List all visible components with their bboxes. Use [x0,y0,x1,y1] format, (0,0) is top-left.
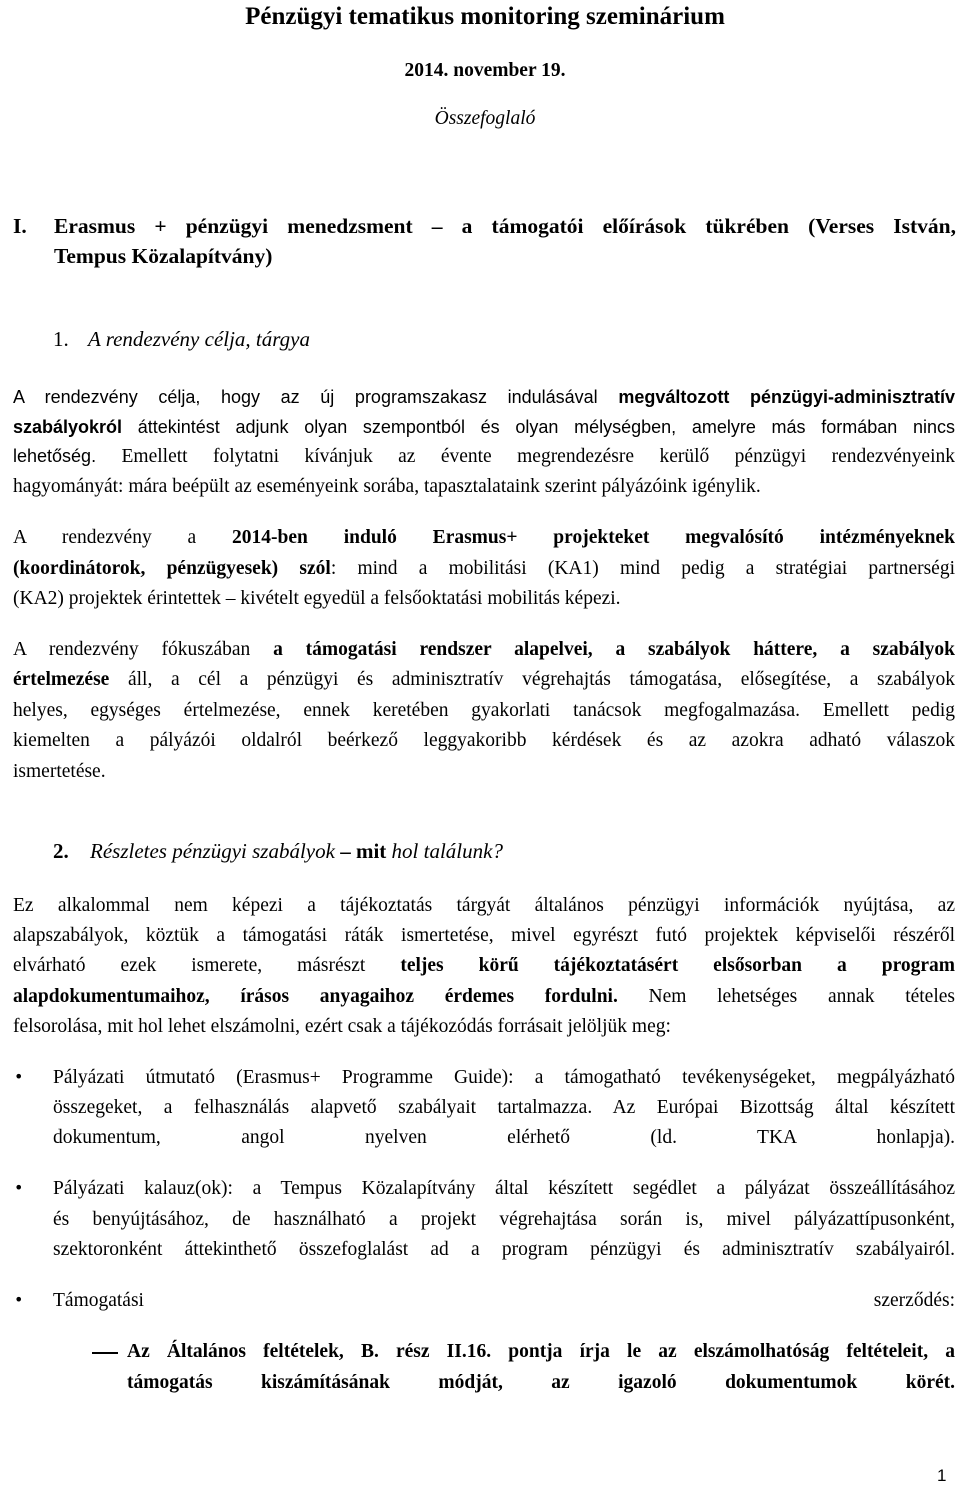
page-number: 1 [937,1466,947,1485]
bullet-2-line-2: és benyújtásához, de használható a projekt végrehajtása során is, mivel pályázattípusonként, [53,1209,955,1230]
bullet-3-line-1: Támogatási szerződés: [53,1290,955,1311]
section-1-heading-line-1: Erasmus + pénzügyi menedzsment – a támogatói előírások tükrében (Verses István, [54,214,956,238]
paragraph-4-line-5: felsorolása, mit hol lehet elszámolni, ezért csak a tájékozódás forrásait jelöljük meg: [13,1016,671,1037]
paragraph-2-line-3: (KA2) projektek érintettek – kivételt egyedül a felsőoktatási mobilitás képezi. [13,588,621,609]
dash-marker [92,1352,118,1354]
document-title: Pénzügyi tematikus monitoring szeminárium [245,3,725,30]
bullet-marker: • [14,1178,24,1197]
section-1-number: I. [13,214,27,238]
bullet-1-line-2: összegeket, a felhasználás alapvető szabályait tartalmazza. Az Európai Bizottság által készített [53,1097,955,1118]
paragraph-1-line-2: szabályokról áttekintést adjunk olyan szempontból és olyan mélységben, amelyre más formában nincs [13,417,955,437]
paragraph-3-line-3: helyes, egységes értelmezése, ennek keretében gyakorlati tanácsok megfogalmazása. Emellett pedig [13,700,955,721]
paragraph-4-line-1: Ez alkalommal nem képezi a tájékoztatás tárgyát általános pénzügyi információk nyújtása, az [13,895,955,916]
subsection-1-number: 1. [53,327,69,351]
subsection-2-heading: Részletes pénzügyi szabályok – mit hol találunk? [90,839,503,863]
paragraph-4-line-4: alapdokumentumaihoz, írásos anyagaihoz érdemes fordulni. Nem lehetséges annak tételes [13,986,956,1007]
paragraph-3-line-2: értelmezése áll, a cél a pénzügyi és adminisztratív végrehajtás támogatása, elősegítése, a szabályok [13,669,956,690]
paragraph-2-line-1: A rendezvény a 2014-ben induló Erasmus+ projekteket megvalósító intézményeknek [13,527,955,548]
section-1-heading-line-2: Tempus Közalapítvány) [54,244,273,268]
dash-item-line-2: támogatás kiszámításának módját, az igazoló dokumentumok körét. [127,1372,955,1393]
paragraph-3-line-5: ismertetése. [13,761,106,782]
paragraph-4-line-3: elvárható ezek ismerete, másrészt teljes körű tájékoztatásért elsősorban a program [13,955,956,976]
bullet-marker: • [14,1067,24,1086]
paragraph-1-line-1: A rendezvény célja, hogy az új programszakasz indulásával megváltozott pénzügyi-adminisztratív [13,387,955,407]
paragraph-4-line-2: alapszabályok, köztük a támogatási ráták ismertetése, mivel egyrészt futó projektek képviselői részéről [13,925,955,946]
subsection-2-number: 2. [53,839,69,863]
document-subtitle: Összefoglaló [434,108,536,129]
paragraph-1-line-3: lehetőség. Emellett folytatni kívánjuk az évente megrendezésre kerülő pénzügyi rendezvényeink [13,446,956,467]
paragraph-3-line-4: kiemelten a pályázói oldalról beérkező leggyakoribb kérdések és az azokra adható válaszok [13,730,955,751]
paragraph-3-line-1: A rendezvény fókuszában a támogatási rendszer alapelvei, a szabályok háttere, a szabályok [13,639,955,660]
paragraph-2-line-2: (koordinátorok, pénzügyesek) szól: mind a mobilitási (KA1) mind pedig a stratégiai partnerségi [13,558,955,579]
subsection-1-heading: A rendezvény célja, tárgya [88,327,310,351]
paragraph-1-line-4: hagyományát: mára beépült az eseményeink sorába, tapasztalataink szerint pályázóink igénylik. [13,476,761,497]
bullet-marker: • [14,1290,24,1309]
bullet-2-line-1: Pályázati kalauz(ok): a Tempus Közalapítvány által készített segédlet a pályázat összeállításához [53,1178,955,1199]
dash-item-line-1: Az Általános feltételek, B. rész II.16. pontja írja le az elszámolhatóság feltételeit, a [127,1341,955,1362]
bullet-2-line-3: szektoronként áttekinthető összefoglalást ad a program pénzügyi és adminisztratív szabályairól. [53,1239,955,1260]
bullet-1-line-3: dokumentum, angol nyelven elérhető (ld. TKA honlapja). [53,1127,955,1148]
document-date: 2014. november 19. [404,60,566,81]
bullet-1-line-1: Pályázati útmutató (Erasmus+ Programme Guide): a támogatható tevékenységeket, megpályázható [53,1067,955,1088]
